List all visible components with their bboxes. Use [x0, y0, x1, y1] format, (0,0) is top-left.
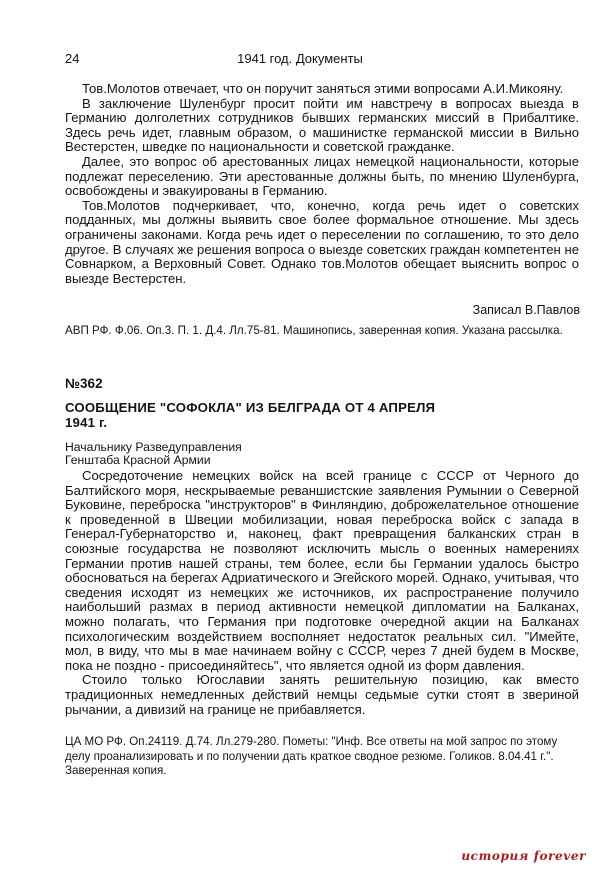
paragraph: Тов.Молотов отвечает, что он поручит заняться этими вопросами А.И.Микояну.	[82, 81, 564, 96]
paragraph: Тов.Молотов подчеркивает, что, конечно, когда речь идет о советских подданных, мы должны выявить свое более формальное отношение. Мы здесь ограничены законами. Когда речь идет о переселении по соглашению, то это дело другое. В случаях же решения вопроса о выезде советских граждан компетентен не Совнарком, а Верховный Совет. Однако тов.Молотов обещает выяснить вопрос о выезде Вестерстен.	[65, 197, 579, 286]
page-number: 24	[65, 51, 80, 66]
document-number: №362	[65, 376, 103, 391]
page-header	[65, 51, 535, 69]
paragraph: Стоило только Югославии занять решительную позицию, как вместо традиционных немедленных действий немцы седьмые сутки стоят в звериной рычании, а дивизий на границе не прибавляется.	[65, 672, 579, 717]
archive-source-note: АВП РФ. Ф.06. Оп.3. П. 1. Д.4. Лл.75-81. Машинопись, заверенная копия. Указана рассылка.	[65, 324, 563, 337]
archive-source-note: ЦА МО РФ. Оп.24119. Д.74. Лл.279-280. Пометы: "Инф. Все ответы на мой запрос по этому делу проанализировать и по получении дать краткое сводное резюме. Голиков. 8.04.41 г.". Заверенная копия.	[65, 735, 558, 777]
previous-document-text	[65, 82, 579, 286]
document-title: СООБЩЕНИЕ "СОФОКЛА" ИЗ БЕЛГРАДА ОТ 4 АПРЕЛЯ 1941 г.	[65, 400, 436, 430]
document-body-text	[65, 469, 579, 717]
paragraph: В заключение Шуленбург просит пойти им навстречу в вопросах выезда в Германию долголетних сотрудников бывших германских миссий в Прибалтике. Здесь речь идет, главным образом, о машинистке германской миссии в Вильно Вестерстен, шведке по национальности и советской гражданке.	[65, 95, 579, 155]
running-title: 1941 год. Документы	[237, 51, 363, 66]
addressee-line: Генштаба Красной Армии	[65, 453, 211, 467]
paragraph: Далее, это вопрос об арестованных лицах немецкой национальности, которые подлежат переселению. Эти арестованные должны быть, по мнению Шуленбурга, освобождены и эвакуированы в Германию.	[65, 153, 579, 199]
signature: Записал В.Павлов	[472, 303, 580, 317]
addressee-line: Начальнику Разведуправления	[65, 440, 242, 454]
watermark: история forever	[461, 849, 586, 863]
addressee	[65, 441, 242, 467]
paragraph: Сосредоточение немецких войск на всей границе с СССР от Черного до Балтийского моря, нескрываемые реваншистские заявления Румынии о Северной Буковине, переброска "инструкторов" в Финляндию, доброжелательное отношение к проведенной в Швеции мобилизации, новая переброска войск с запада в Генерал-Губернаторство и, наконец, факт превращения балканских стран в союзные государства не позволяют исключить мысль о военных намерениях Германии против нашей страны, тем более, если бы Германии удалось быстро обосноваться на берегах Адриатического и Эгейского морей. Однако, учитывая, что сведения исходят из немецких же источников, их распространение получило наибольший размах в период активности немецкой дипломатии на Балканах, можно полагать, что Германия при подготовке очередной акции на Балканах психологическим воздействием восполняет недостаток реальных сил. "Имейте, мол, в виду, что мы в мае начинаем войну с СССР, через 7 дней будем в Москве, пока не поздно - присоединяйтесь", что является одной из форм давления.	[65, 468, 579, 673]
